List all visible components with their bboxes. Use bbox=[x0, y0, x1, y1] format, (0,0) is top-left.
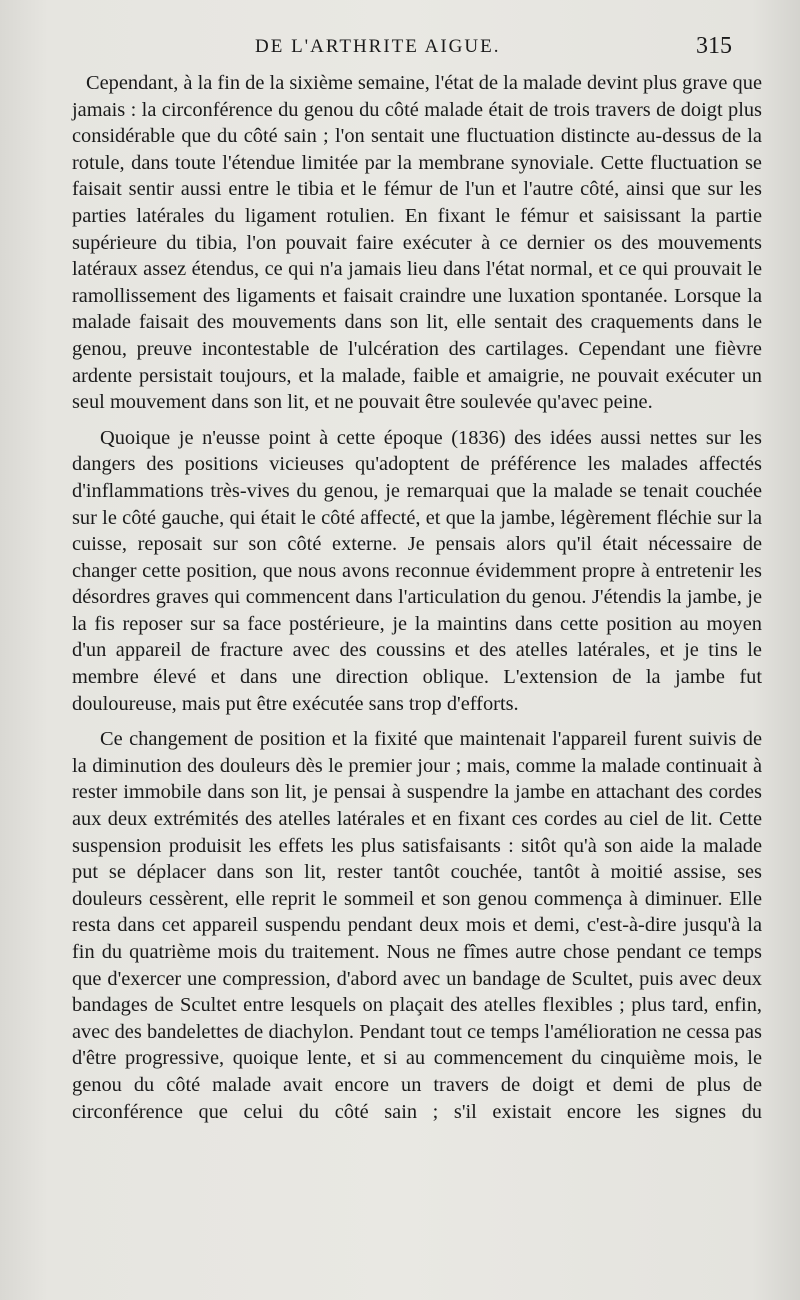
paragraph-1: Cependant, à la fin de la sixième semaine, l'état de la malade devint plus grave que jamais : la circonférence du genou du côté malade était de trois travers de doigt plus considérable que du côté sain ; l'on sentait une fluctuation distincte au-dessus de la rotule, dans toute l'étendue limitée par la membrane synoviale. Cette fluctuation se faisait sentir aussi entre le tibia et le fémur de l'un et l'autre côté, ainsi que sur les parties latérales du ligament rotulien. En fixant le fémur et saisissant la partie supérieure du tibia, l'on pouvait faire exécuter à ce dernier os des mouvements latéraux assez étendus, ce qui n'a jamais lieu dans l'état normal, et ce qui prouvait le ramollissement des ligaments et faisait craindre une luxation spontanée. Lorsque la malade faisait des mouvements dans son lit, elle sentait des craquements dans le genou, preuve incontestable de l'ulcération des cartilages. Cependant une fièvre ardente persistait toujours, et la malade, faible et amaigrie, ne pouvait exécuter un seul mouvement dans son lit, et ne pouvait être soulevée qu'avec peine. bbox=[72, 72, 762, 414]
paragraph-3: Ce changement de position et la fixité que maintenait l'appareil furent suivis de la diminution des douleurs dès le premier jour ; mais, comme la malade continuait à rester immobile dans son lit, je pensai à suspendre la jambe en attachant des cordes aux deux extrémités des atelles latérales et en fixant ces cordes au ciel de lit. Cette suspension produisit les effets les plus satisfaisants : sitôt qu'à son aide la malade put se déplacer dans son lit, rester tantôt couchée, tantôt à moitié assise, ses douleurs cessèrent, elle reprit le sommeil et son genou commença à diminuer. Elle resta dans cet appareil suspendu pendant deux mois et demi, c'est-à-dire jusqu'à la fin du quatrième mois du traitement. Nous ne fîmes autre chose pendant ce temps que d'exercer une compression, d'abord avec un bandage de Scultet, puis avec deux bandages de Scultet entre lesquels on plaçait des atelles flexibles ; plus tard, enfin, avec des bandelettes de diachylon. Pendant tout ce temps l'amélioration ne cessa pas d'être progressive, quoique lente, et si au commencement du cinquième mois, le genou du côté malade avait encore un travers de doigt et demi de plus de circonférence que celui du côté sain ; s'il existait encore les signes du bbox=[72, 728, 762, 1123]
body-text bbox=[72, 70, 762, 1134]
running-head bbox=[255, 33, 732, 66]
page-number: 315 bbox=[696, 33, 732, 59]
running-head-title: DE L'ARTHRITE AIGUE. bbox=[255, 36, 501, 57]
paragraph-2: Quoique je n'eusse point à cette époque (1836) des idées aussi nettes sur les dangers des positions vicieuses qu'adoptent de préférence les malades affectés d'inflammations très-vives du genou, je remarquai que la malade se tenait couchée sur le côté gauche, qui était le côté affecté, et que la jambe, légèrement fléchie sur la cuisse, reposait sur son côté externe. Je pensais alors qu'il était nécessaire de changer cette position, que nous avons reconnue évidemment propre à entretenir les désordres graves qui commencent dans l'articulation du genou. J'étendis la jambe, je la fis reposer sur sa face postérieure, je la maintins dans cette position au moyen d'un appareil de fracture avec des coussins et des atelles latérales, et je tins le membre élevé et dans une direction oblique. L'extension de la jambe fut douloureuse, mais put être exécutée sans trop d'efforts. bbox=[72, 426, 762, 715]
